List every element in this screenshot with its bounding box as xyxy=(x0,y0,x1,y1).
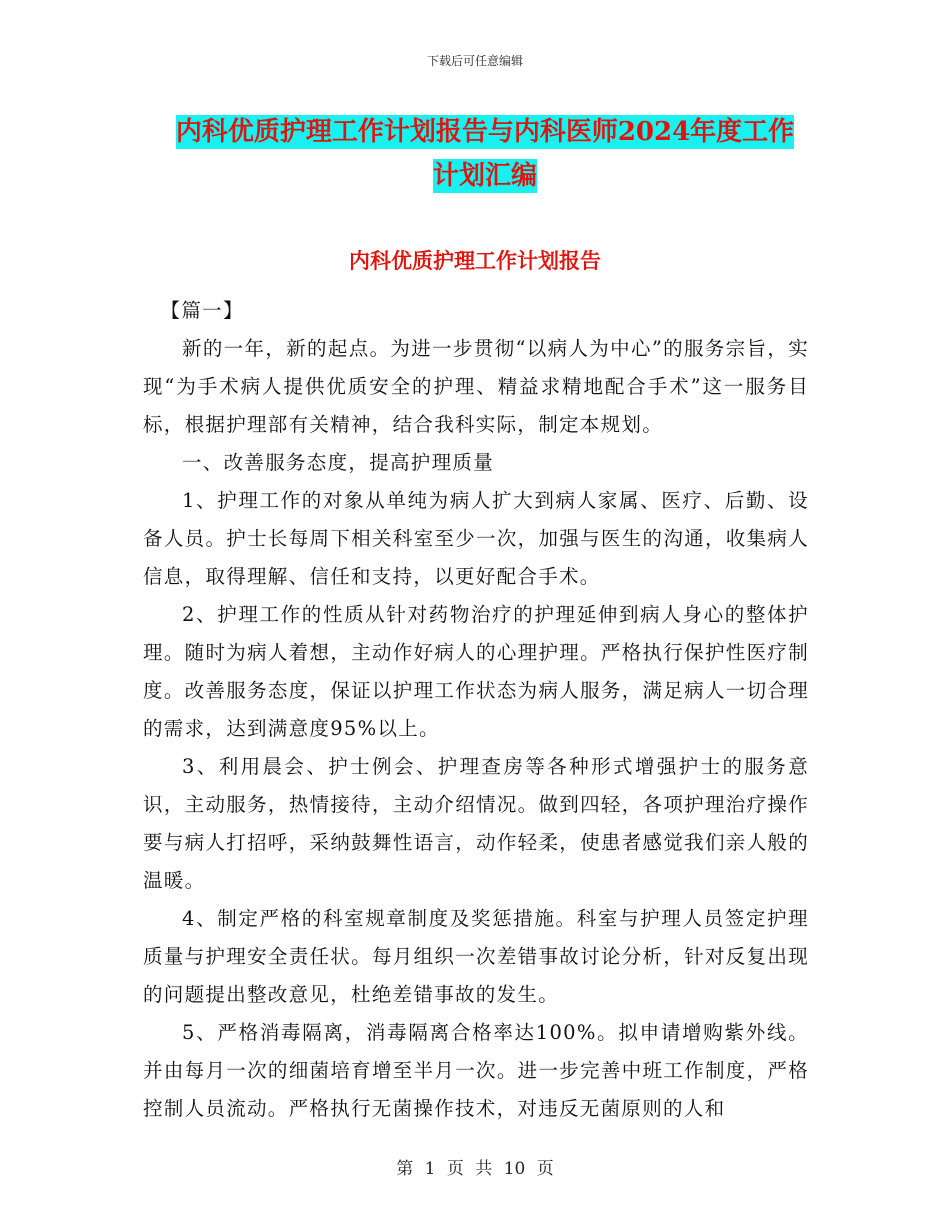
paragraph-item-4: 4、制定严格的科室规章制度及奖惩措施。科室与护理人员签定护理质量与护理安全责任状。每月组织一次差错事故讨论分析，针对反复出现的问题提出整改意见，杜绝差错事故的发生。 xyxy=(143,907,809,1006)
paragraph-item-1: 1、护理工作的对象从单纯为病人扩大到病人家属、医疗、后勤、设备人员。护士长每周下相关科室至少一次，加强与医生的沟通，收集病人信息，取得理解、信任和支持，以更好配合手术。 xyxy=(143,489,809,588)
document-title-line-2: 计划汇编 xyxy=(432,161,537,191)
document-title-line-1: 内科优质护理工作计划报告与内科医师2024年度工作 xyxy=(175,117,795,147)
paragraph-intro: 新的一年，新的起点。为进一步贯彻“以病人为中心”的服务宗旨，实现“为手术病人提供优质安全的护理、精益求精地配合手术”这一服务目标，根据护理部有关精神，结合我科实际，制定本规划。 xyxy=(143,337,809,436)
document-title xyxy=(140,110,830,198)
section-tag: 【篇一】 xyxy=(160,299,244,322)
section-subtitle: 内科优质护理工作计划报告 xyxy=(349,248,601,273)
paragraph-item-3: 3、利用晨会、护士例会、护理查房等各种形式增强护士的服务意识，主动服务，热情接待，主动介绍情况。做到四轻，各项护理治疗操作要与病人打招呼，采纳鼓舞性语言，动作轻柔，使患者感觉我们亲人般的温暖。 xyxy=(143,755,809,892)
paragraph-heading-1: 一、改善服务态度，提高护理质量 xyxy=(182,451,495,474)
paragraph-item-5: 5、严格消毒隔离，消毒隔离合格率达100%。拟申请增购紫外线。并由每月一次的细菌培育增至半月一次。进一步完善中班工作制度，严格控制人员流动。严格执行无菌操作技术，对违反无菌原则的人和 xyxy=(143,1021,809,1120)
page-footer: 第 1 页 共 10 页 xyxy=(396,1159,554,1179)
document-body xyxy=(143,292,809,1128)
paragraph-item-2: 2、护理工作的性质从针对药物治疗的护理延伸到病人身心的整体护理。随时为病人着想，主动作好病人的心理护理。严格执行保护性医疗制度。改善服务态度，保证以护理工作状态为病人服务，满足病人一切合理的需求，达到满意度95%以上。 xyxy=(143,603,809,740)
header-note: 下载后可任意编辑 xyxy=(426,54,523,68)
